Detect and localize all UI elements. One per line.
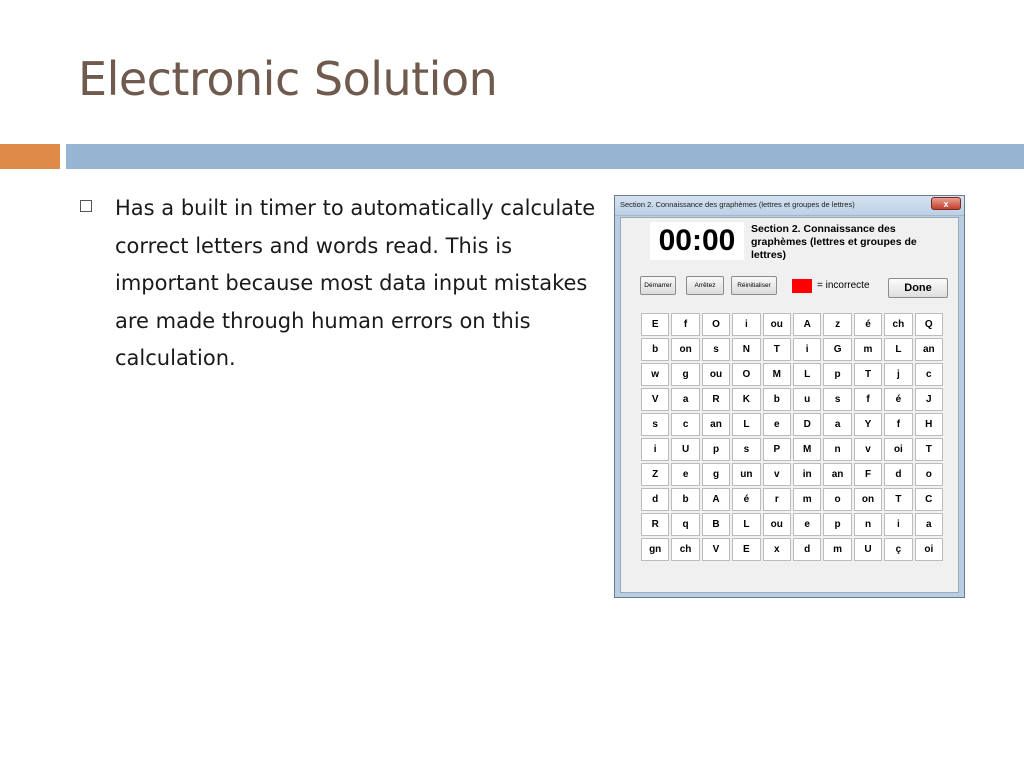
grapheme-cell[interactable]: c [671, 413, 699, 436]
grapheme-cell[interactable]: D [793, 413, 821, 436]
bullet-item [80, 190, 600, 378]
grapheme-cell[interactable]: A [702, 488, 730, 511]
grapheme-cell[interactable]: i [732, 313, 760, 336]
grapheme-cell[interactable]: ch [671, 538, 699, 561]
grapheme-cell[interactable]: a [671, 388, 699, 411]
start-button[interactable]: Démarrer [640, 276, 676, 295]
grapheme-cell[interactable]: J [915, 388, 943, 411]
grapheme-cell[interactable]: d [641, 488, 669, 511]
grapheme-cell[interactable]: an [702, 413, 730, 436]
grapheme-cell[interactable]: n [823, 438, 851, 461]
grapheme-cell[interactable]: s [823, 388, 851, 411]
grapheme-cell[interactable]: p [702, 438, 730, 461]
stop-button[interactable]: Arrêtez [686, 276, 724, 295]
grapheme-cell[interactable]: un [732, 463, 760, 486]
grapheme-cell[interactable]: R [641, 513, 669, 536]
grapheme-cell[interactable]: s [702, 338, 730, 361]
grapheme-cell[interactable]: f [671, 313, 699, 336]
grapheme-cell[interactable]: oi [884, 438, 912, 461]
window-titlebar[interactable] [615, 196, 964, 216]
square-bullet-icon [80, 200, 92, 212]
grapheme-cell[interactable]: B [702, 513, 730, 536]
grapheme-cell[interactable]: U [854, 538, 882, 561]
grapheme-cell[interactable]: p [823, 363, 851, 386]
grapheme-grid [641, 313, 943, 561]
grapheme-cell[interactable]: oi [915, 538, 943, 561]
grapheme-cell[interactable]: gn [641, 538, 669, 561]
grapheme-cell[interactable]: s [641, 413, 669, 436]
grapheme-cell[interactable]: T [884, 488, 912, 511]
slide-title: Electronic Solution [78, 52, 498, 106]
grapheme-cell[interactable]: m [854, 338, 882, 361]
incorrect-legend-label: = incorrecte [817, 280, 870, 291]
grapheme-cell[interactable]: q [671, 513, 699, 536]
grapheme-cell[interactable]: b [641, 338, 669, 361]
bullet-text: Has a built in timer to automatically calculate correct letters and words read. This is important because most data input mistakes are made through human errors on this calculation. [115, 196, 596, 370]
grapheme-cell[interactable]: O [732, 363, 760, 386]
section-heading: Section 2. Connaissance des graphèmes (lettres et groupes de lettres) [751, 223, 917, 261]
grapheme-cell[interactable]: a [823, 413, 851, 436]
grapheme-cell[interactable]: V [702, 538, 730, 561]
grapheme-cell[interactable]: e [671, 463, 699, 486]
grapheme-cell[interactable]: d [793, 538, 821, 561]
grapheme-cell[interactable]: é [854, 313, 882, 336]
grapheme-cell[interactable]: an [915, 338, 943, 361]
grapheme-cell[interactable]: Q [915, 313, 943, 336]
grapheme-cell[interactable]: s [732, 438, 760, 461]
grapheme-cell[interactable]: N [732, 338, 760, 361]
grapheme-cell[interactable]: on [854, 488, 882, 511]
grapheme-cell[interactable]: H [915, 413, 943, 436]
grapheme-cell[interactable]: F [854, 463, 882, 486]
grapheme-cell[interactable]: c [915, 363, 943, 386]
grapheme-cell[interactable]: G [823, 338, 851, 361]
grapheme-cell[interactable]: L [884, 338, 912, 361]
grapheme-cell[interactable]: v [854, 438, 882, 461]
grapheme-cell[interactable]: o [823, 488, 851, 511]
grapheme-cell[interactable]: a [915, 513, 943, 536]
grapheme-cell[interactable]: e [793, 513, 821, 536]
grapheme-cell[interactable]: é [884, 388, 912, 411]
grapheme-cell[interactable]: O [702, 313, 730, 336]
grapheme-cell[interactable]: x [763, 538, 791, 561]
close-button[interactable]: x [931, 197, 961, 210]
grapheme-cell[interactable]: ou [702, 363, 730, 386]
grapheme-cell[interactable]: K [732, 388, 760, 411]
grapheme-cell[interactable]: T [915, 438, 943, 461]
grapheme-cell[interactable]: C [915, 488, 943, 511]
timer-display: 00:00 [650, 222, 744, 260]
grapheme-cell[interactable]: in [793, 463, 821, 486]
app-window [614, 195, 965, 598]
grapheme-cell[interactable]: L [732, 513, 760, 536]
grapheme-cell[interactable]: n [854, 513, 882, 536]
grapheme-cell[interactable]: T [854, 363, 882, 386]
grapheme-cell[interactable]: e [763, 413, 791, 436]
grapheme-cell[interactable]: an [823, 463, 851, 486]
grapheme-cell[interactable]: b [671, 488, 699, 511]
grapheme-cell[interactable]: M [793, 438, 821, 461]
grapheme-cell[interactable]: g [671, 363, 699, 386]
grapheme-cell[interactable]: U [671, 438, 699, 461]
grapheme-cell[interactable]: m [823, 538, 851, 561]
grapheme-cell[interactable]: R [702, 388, 730, 411]
grapheme-cell[interactable]: d [884, 463, 912, 486]
accent-bar-orange [0, 144, 60, 169]
grapheme-cell[interactable]: f [884, 413, 912, 436]
grapheme-cell[interactable]: i [793, 338, 821, 361]
grapheme-cell[interactable]: E [641, 313, 669, 336]
grapheme-cell[interactable]: L [793, 363, 821, 386]
grapheme-cell[interactable]: ou [763, 313, 791, 336]
grapheme-cell[interactable]: w [641, 363, 669, 386]
accent-bar-blue [66, 144, 1024, 169]
grapheme-cell[interactable]: E [732, 538, 760, 561]
grapheme-cell[interactable]: j [884, 363, 912, 386]
grapheme-cell[interactable]: P [763, 438, 791, 461]
grapheme-cell[interactable]: é [732, 488, 760, 511]
grapheme-cell[interactable]: f [854, 388, 882, 411]
grapheme-cell[interactable]: p [823, 513, 851, 536]
window-client-area [620, 217, 959, 593]
grapheme-cell[interactable]: L [732, 413, 760, 436]
grapheme-cell[interactable]: o [915, 463, 943, 486]
window-title: Section 2. Connaissance des graphèmes (lettres et groupes de lettres) [620, 200, 855, 209]
grapheme-cell[interactable]: T [763, 338, 791, 361]
grapheme-cell[interactable]: v [763, 463, 791, 486]
grapheme-cell[interactable]: b [763, 388, 791, 411]
grapheme-cell[interactable]: i [641, 438, 669, 461]
reset-button[interactable]: Réinitialiser [731, 276, 777, 295]
grapheme-cell[interactable]: Y [854, 413, 882, 436]
grapheme-cell[interactable]: i [884, 513, 912, 536]
grapheme-cell[interactable]: ç [884, 538, 912, 561]
grapheme-cell[interactable]: on [671, 338, 699, 361]
grapheme-cell[interactable]: ch [884, 313, 912, 336]
grapheme-cell[interactable]: r [763, 488, 791, 511]
grapheme-cell[interactable]: ou [763, 513, 791, 536]
grapheme-cell[interactable]: Z [641, 463, 669, 486]
grapheme-cell[interactable]: z [823, 313, 851, 336]
grapheme-cell[interactable]: u [793, 388, 821, 411]
incorrect-color-swatch [792, 279, 812, 293]
done-button[interactable]: Done [888, 278, 948, 298]
grapheme-cell[interactable]: V [641, 388, 669, 411]
grapheme-cell[interactable]: A [793, 313, 821, 336]
grapheme-cell[interactable]: g [702, 463, 730, 486]
grapheme-cell[interactable]: M [763, 363, 791, 386]
grapheme-cell[interactable]: m [793, 488, 821, 511]
